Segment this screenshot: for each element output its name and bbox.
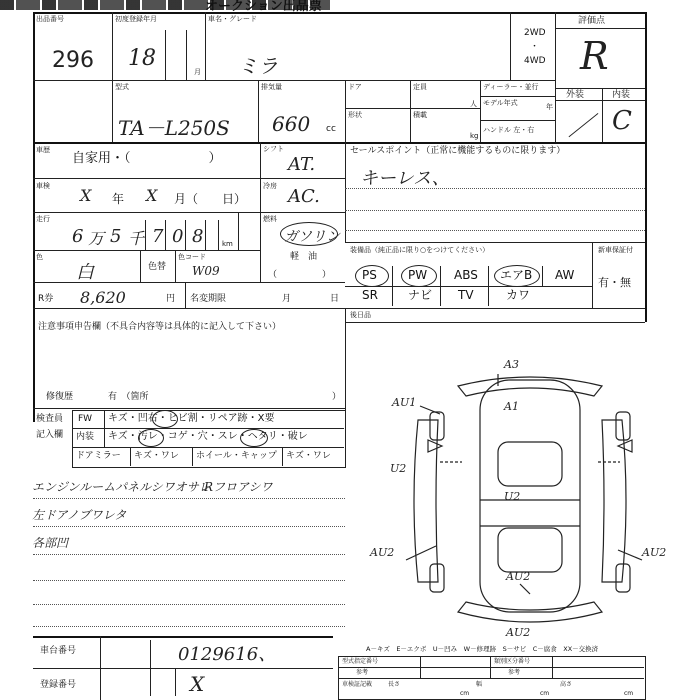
lot-label: 出品番号: [36, 15, 64, 23]
exterior-value: ／: [568, 112, 595, 142]
mark-au2-left: AU2: [370, 546, 395, 559]
drive-2wd: 2WD: [524, 28, 546, 38]
equip-navi[interactable]: ナビ: [408, 288, 433, 302]
repair-label: 修復歴: [46, 392, 74, 402]
ac-label: 冷房: [263, 182, 277, 190]
color-code-value: W09: [192, 264, 220, 278]
capacity-label: 定員: [413, 83, 427, 91]
width-cm: cm: [540, 690, 550, 697]
equip-aw[interactable]: AW: [555, 268, 575, 282]
reg-value: X: [190, 672, 205, 696]
model-year-unit: 年: [546, 103, 553, 111]
mileage-label: 走行: [36, 215, 50, 223]
lot-number: 296: [52, 48, 94, 73]
wheel-text: キズ・ワレ: [286, 451, 331, 461]
shape-label: 形状: [348, 111, 362, 119]
load-unit: kg: [470, 132, 479, 140]
sales-point-value: キーレス、: [360, 168, 450, 189]
handle-label: ハンドル 左・右: [483, 126, 535, 134]
new-reg-label: 新車保証付: [598, 246, 633, 254]
interior-value: C: [612, 106, 632, 136]
drive-4wd: 4WD: [524, 56, 546, 66]
fw-label: FW: [78, 414, 93, 424]
chassis-label: 車台番号: [40, 646, 77, 656]
inspector-label-2: 記入欄: [36, 430, 64, 440]
check-label: 車検証記載: [342, 681, 373, 688]
name-change-month: 月: [282, 294, 292, 304]
color-label: 色: [36, 253, 43, 261]
remark-line-2: 左ドアノブワレタ: [32, 508, 127, 522]
equip-pw[interactable]: PW: [408, 268, 428, 282]
mark-a3: A3: [504, 358, 519, 371]
model-num-label: 型式指定番号: [342, 658, 379, 665]
class-num-ref: 参考: [508, 669, 521, 676]
ac-value: AC.: [288, 186, 320, 207]
fuel-paren: （ ）: [268, 270, 332, 280]
rating-label: 評価点: [578, 16, 606, 26]
mark-u2-center: U2: [504, 490, 521, 503]
shift-value: AT.: [288, 154, 316, 175]
model-year-label: モデル年式: [483, 99, 518, 107]
fuel-label: 燃料: [263, 215, 277, 223]
notes-label: 注意事項申告欄（不具合内容等は具体的に記入して下さい）: [38, 322, 282, 332]
stain-circle: [138, 429, 164, 447]
displacement-unit: cc: [326, 124, 336, 134]
width-label: 幅: [476, 681, 483, 688]
height-cm: cm: [624, 690, 634, 697]
mileage-unit: km: [222, 240, 233, 248]
car-name-label: 車名・グレード: [208, 15, 257, 23]
sales-point-label: セールスポイント（正常に機能するものに限ります）: [350, 146, 566, 156]
mileage-digit-3: 千: [128, 229, 145, 248]
inspection-year: X: [80, 186, 92, 205]
mileage-digit-1: 万: [88, 229, 105, 248]
length-cm: cm: [460, 690, 470, 697]
load-label: 積載: [413, 111, 427, 119]
inspection-month-unit: 月（ 日）: [174, 192, 247, 206]
model-label: 型式: [115, 83, 129, 91]
color-code-label: 色コード: [178, 253, 206, 261]
use-value: 自家用・（ ）: [72, 151, 222, 166]
inspection-year-unit: 年: [112, 192, 125, 206]
repair-value: 有 （箇所: [108, 392, 149, 402]
model-num-ref: 参考: [356, 669, 369, 676]
remark-line-1b: Rフロアシワ: [204, 480, 273, 494]
first-reg-year: 18: [128, 46, 156, 71]
mark-a1: A1: [504, 400, 519, 413]
remark-line-3: 各部凹: [32, 536, 69, 550]
reg-label: 登録番号: [40, 680, 77, 690]
class-num-label: 類別区分番号: [494, 658, 531, 665]
mark-au2-right: AU2: [642, 546, 667, 559]
warranty-value: 有・無: [598, 276, 631, 289]
height-label: 高さ: [560, 681, 573, 688]
equip-abs[interactable]: ABS: [454, 268, 478, 282]
wheel-label: ホイール・キャップ: [196, 451, 277, 461]
rear-label: 後日品: [350, 311, 371, 319]
first-reg-month-unit: 月: [194, 68, 201, 76]
mark-au2-rear: AU2: [506, 570, 531, 583]
mileage-digit-6: 8: [192, 226, 204, 247]
mileage-digit-2: 5: [110, 226, 122, 247]
car-name-value: ミラ: [238, 54, 278, 78]
mileage-digit-0: 6: [72, 226, 84, 247]
pw-circle: [401, 265, 437, 287]
inspection-month: X: [146, 186, 158, 205]
capacity-unit: 人: [470, 100, 477, 108]
fuel-diesel: 軽 油: [290, 252, 318, 262]
sheet-title: オークション出品票: [205, 0, 322, 14]
rating-value: R: [580, 34, 609, 78]
shift-label: シフト: [263, 145, 284, 153]
fuel-circle: [280, 222, 338, 246]
mileage-digit-4: 7: [152, 226, 164, 247]
fw-text: キズ・凹右・ヒビ割・リペア跡・X要: [108, 413, 275, 424]
mileage-digit-5: 0: [172, 226, 184, 247]
remark-line-1: エンジンルームパネルシワオサレ: [32, 480, 211, 494]
chassis-value: 0129616、: [178, 644, 277, 665]
recycle-unit: 円: [166, 294, 176, 304]
inspection-label: 車検: [36, 182, 50, 190]
mark-au2-bumper: AU2: [506, 626, 531, 639]
airbag-circle: [494, 265, 540, 287]
interior-label: 内装: [612, 90, 631, 100]
first-reg-label: 初度登録年月: [115, 15, 157, 23]
mark-au1: AU1: [392, 396, 417, 409]
name-change-label: 名変期限: [190, 294, 227, 304]
displacement-value: 660: [272, 112, 311, 136]
recycle-value: 8,620: [80, 288, 126, 307]
equip-leather[interactable]: カワ: [506, 288, 531, 302]
name-change-day: 日: [330, 294, 340, 304]
damage-legend: A－キズ E－エクボ U－凹み W－修理跡 S－サビ C－腐食 XX－交換済: [366, 645, 599, 653]
equip-airbag[interactable]: エアB: [500, 268, 533, 282]
dealer-label: ディーラー・並行: [483, 83, 539, 91]
repair-close: ）: [332, 392, 342, 402]
displacement-label: 排気量: [261, 83, 282, 91]
mirror-text: キズ・ワレ: [134, 451, 179, 461]
length-label: 長さ: [388, 681, 401, 688]
recycle-label: R券: [38, 294, 54, 304]
car-damage-diagram: [370, 350, 680, 650]
model-value: TA－L250S: [118, 116, 230, 140]
equip-ps[interactable]: PS: [362, 268, 377, 282]
fuel-value: ガソリン: [284, 229, 340, 245]
scuff-circle: [240, 429, 268, 447]
mirror-label: ドアミラー: [76, 451, 121, 461]
int-text: キズ・汚レ・コゲ・穴・スレ・ヘタリ・破レ: [108, 431, 308, 442]
drive-dot: ・: [530, 42, 540, 52]
inspector-label-1: 検査員: [36, 414, 64, 424]
equip-tv[interactable]: TV: [458, 288, 474, 302]
int-label: 内装: [76, 432, 95, 442]
ps-circle: [355, 265, 389, 287]
door-label: ドア: [348, 83, 362, 91]
dent-circle: [152, 410, 178, 428]
mark-u2-left: U2: [390, 462, 407, 475]
use-label: 車歴: [36, 146, 50, 154]
equipment-label: 装備品（純正品に限り○をつけてください）: [350, 246, 490, 254]
color-change-label: 色替: [148, 262, 167, 272]
color-value: 白: [76, 262, 94, 283]
exterior-label: 外装: [566, 90, 585, 100]
equip-sr[interactable]: SR: [362, 288, 378, 302]
